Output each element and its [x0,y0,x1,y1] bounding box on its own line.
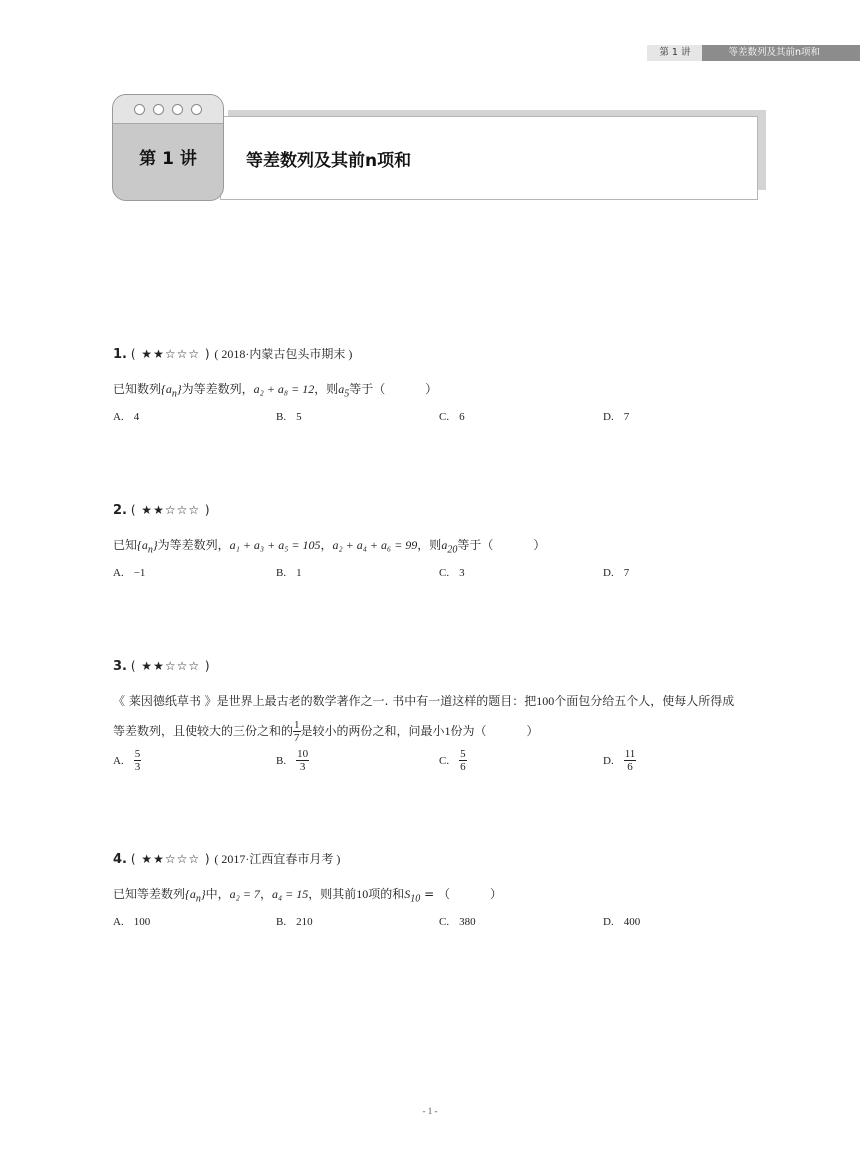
option-value: 3 [459,567,465,580]
option-a[interactable] [113,916,150,928]
question-source: ( 2017·江西宜春市月考 ) [214,852,341,866]
option-c[interactable] [439,411,465,423]
option-value: 7 [623,411,630,424]
option-label: C. [439,916,450,929]
option-fraction [134,748,142,773]
question-1 [113,345,773,431]
math-equation: a₄ = 15 [271,887,309,901]
stem-text: ，则 [417,538,442,552]
binder-rings [113,95,223,124]
difficulty-stars: ( ★★☆☆☆ ) [130,347,211,361]
option-a[interactable] [113,411,139,423]
fraction-numerator: 11 [624,748,636,760]
math-equation: a₂ = 7 [229,887,260,901]
stem-text: 为等差数列， [181,382,254,396]
running-header-lecture: 第 1 讲 [647,45,702,61]
math-var [338,382,350,400]
math-equation: a₂ + a₄ + a₆ = 99 [332,538,418,552]
option-label: D. [603,754,614,767]
var-base: S [404,887,411,901]
stem-text: ，则 [314,382,339,396]
option-c[interactable] [439,916,476,928]
question-2 [113,501,773,587]
math-var [441,538,458,556]
difficulty-stars: ( ★★☆☆☆ ) [130,659,211,673]
fraction-denominator: 6 [460,761,466,773]
stem-number: 100 [536,694,555,708]
math-equation: a₁ + a₃ + a₅ = 105 [229,538,321,552]
stem-text: 个面包分给五个人，使每人所得成 [554,694,735,708]
chapter-banner [112,94,766,204]
option-label: A. [113,916,124,929]
stem-text: ） [425,382,438,396]
question-number: 1. [113,347,127,362]
difficulty-stars: ( ★★☆☆☆ ) [130,503,211,517]
stem-text: 已知数列 [113,382,162,396]
fraction [293,719,301,744]
stem-number: 1 [444,724,451,738]
question-source: ( 2018·内蒙古包头市期末 ) [214,347,353,361]
math-var [404,887,421,905]
running-header-title: 等差数列及其前n项和 [702,45,860,61]
banner-title: 等差数列及其前n项和 [246,151,412,171]
stem-text: 等于（ [457,538,494,552]
stem-text: 已知等差数列 [113,887,186,901]
banner-tab [112,94,224,201]
option-d[interactable] [603,411,629,423]
fraction-denominator: 7 [294,732,300,744]
seq-sub: n [171,388,177,400]
seq-base: {a [161,382,172,396]
stem-text: 项的和 [368,887,405,901]
option-b[interactable] [276,748,309,773]
question-number: 3. [113,659,127,674]
stem-text: 等差数列，且使较大的三份之和的 [113,724,294,738]
stem-text: 《 莱因德纸草书 》是世界上最古老的数学著作之一. 书中有一道这样的题目：把 [113,694,537,708]
stem-text: ，则其前 [308,887,357,901]
page-number: - 1 - [422,1106,438,1116]
stem-text: = （ [420,887,450,901]
option-c[interactable] [439,748,467,773]
option-value: 210 [296,916,313,929]
stem-text: 份为（ [450,724,487,738]
question-number: 2. [113,503,127,518]
option-label: A. [113,567,124,580]
running-header [647,45,860,61]
option-b[interactable] [276,567,302,579]
option-label: D. [603,567,614,580]
seq-sub: n [147,544,153,556]
ring-hole-icon [191,104,202,115]
question-stem [113,692,773,710]
math-seq [185,887,206,905]
question-header [113,501,773,519]
math-equation: a₂ + a₈ = 12 [253,382,315,396]
seq-end: } [152,538,158,552]
question-stem [113,885,773,908]
option-fraction [296,748,309,773]
stem-text: 已知 [113,538,138,552]
var-sub: 5 [344,388,350,400]
option-label: A. [113,754,124,767]
option-value: 400 [623,916,641,929]
stem-text: 是较小的两份之和，问最小 [300,724,445,738]
option-value: 1 [296,567,302,580]
stem-text: 为等差数列， [157,538,230,552]
option-value: 4 [133,411,140,424]
question-header [113,850,773,868]
option-fraction [624,748,637,773]
question-stem [113,380,773,403]
option-fraction [459,748,467,773]
stem-text: ） [489,887,502,901]
option-label: C. [439,754,450,767]
question-4 [113,850,773,936]
stem-number: 10 [356,887,369,901]
fraction-numerator: 5 [460,748,466,760]
seq-base: {a [185,887,196,901]
option-value: −1 [133,567,146,580]
seq-end: } [176,382,182,396]
option-label: D. [603,411,614,424]
seq-base: {a [137,538,148,552]
ring-hole-icon [134,104,145,115]
options [113,748,773,778]
fraction-denominator: 3 [134,761,141,773]
question-stem [113,536,773,559]
seq-sub: n [195,893,201,905]
option-b[interactable] [276,411,302,423]
option-value: 5 [296,411,302,424]
difficulty-stars: ( ★★☆☆☆ ) [130,852,211,866]
stem-text: ） [533,538,546,552]
option-a[interactable] [113,567,145,579]
stem-text: ， [320,538,333,552]
question-number: 4. [113,852,127,867]
stem-text: 中， [205,887,230,901]
var-base: a [338,382,345,396]
stem-text: ， [259,887,272,901]
math-seq [137,538,158,556]
option-value: 6 [459,411,465,424]
option-label: D. [603,916,614,929]
seq-end: } [200,887,206,901]
option-label: C. [439,411,450,424]
question-header [113,657,773,675]
fraction-numerator: 10 [297,748,309,760]
fraction-denominator: 3 [299,761,306,773]
option-value: 100 [133,916,151,929]
var-sub: 20 [447,544,458,556]
option-c[interactable] [439,567,465,579]
var-sub: 10 [410,893,421,905]
option-label: A. [113,411,124,424]
option-label: B. [276,411,287,424]
option-b[interactable] [276,916,313,928]
option-value: 7 [623,567,630,580]
ring-hole-icon [172,104,183,115]
options [113,411,773,431]
option-label: B. [276,567,287,580]
question-3 [113,657,773,778]
option-d[interactable] [603,567,629,579]
fraction-numerator: 5 [134,748,141,760]
option-label: B. [276,754,287,767]
fraction-numerator: 1 [294,719,300,731]
question-header [113,345,773,363]
ring-hole-icon [153,104,164,115]
options [113,916,773,936]
option-label: B. [276,916,287,929]
option-label: C. [439,567,450,580]
options [113,567,773,587]
option-value: 380 [459,916,476,929]
var-base: a [441,538,448,552]
question-stem-line-2 [113,719,773,744]
math-seq [161,382,182,400]
option-d[interactable] [603,748,636,773]
option-d[interactable] [603,916,640,928]
option-a[interactable] [113,748,141,773]
banner-lecture-label: 第 1 讲 [139,149,197,169]
fraction-denominator: 6 [627,761,633,773]
stem-text: ） [526,724,539,738]
stem-text: 等于（ [349,382,386,396]
